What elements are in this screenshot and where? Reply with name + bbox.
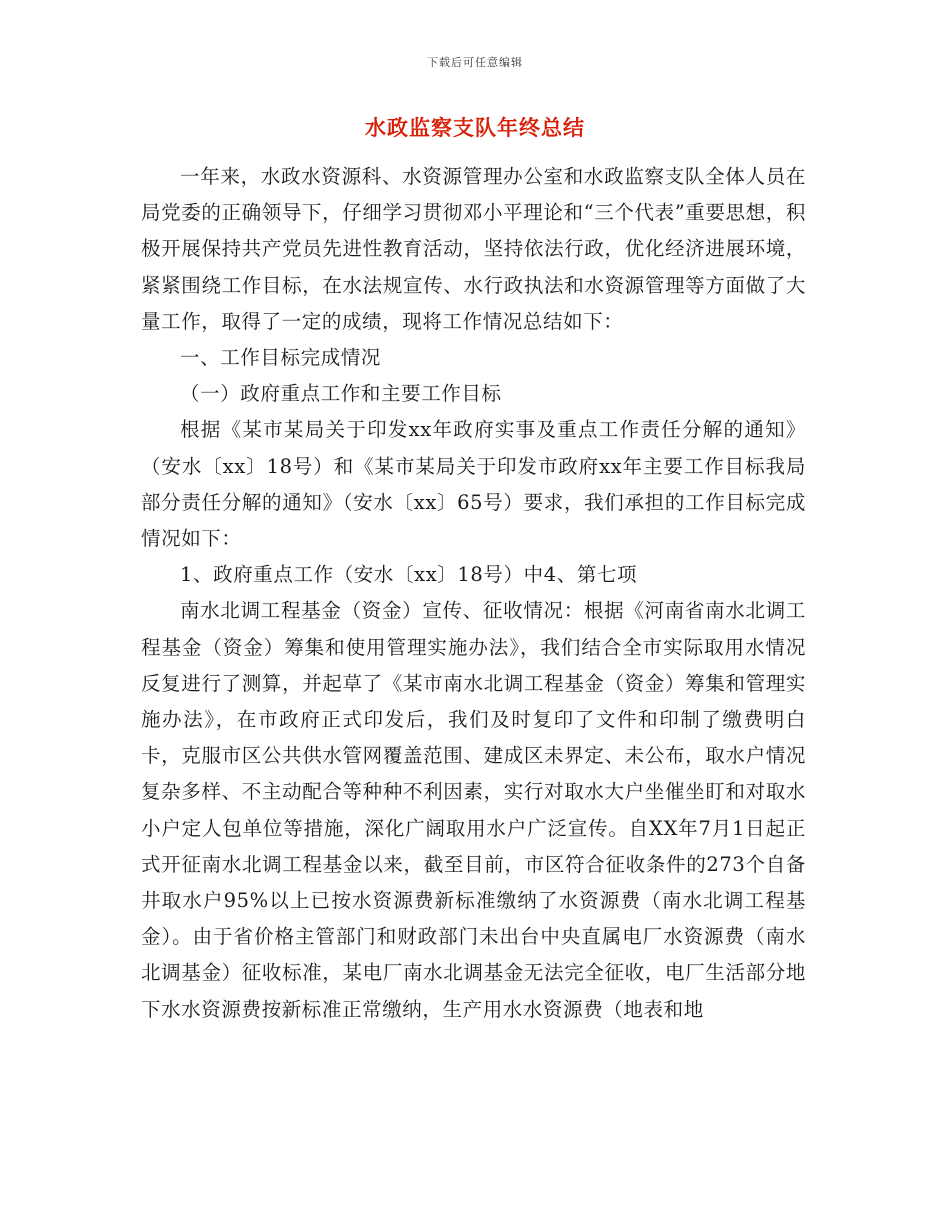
paragraph-intro: 一年来，水政水资源科、水资源管理办公室和水政监察支队全体人员在局党委的正确领导下，仔细学习贯彻邓小平理论和“三个代表”重要思想，积极开展保持共产党员先进性教育活动，坚持依法行政，优化经济进展环境，紧紧围绕工作目标，在水法规宣传、水行政执法和水资源管理等方面做了大量工作，取得了一定的成绩，现将工作情况总结如下： <box>141 165 806 333</box>
paragraph-south-north-fund: 南水北调工程基金（资金）宣传、征收情况：根据《河南省南水北调工程基金（资金）筹集和使用管理实施办法》，我们结合全市实际取用水情况反复进行了测算，并起草了《某市南水北调工程基金（资金）筹集和管理实施办法》，在市政府正式印发后，我们及时复印了文件和印制了缴费明白卡，克服市区公共供水管网覆盖范围、建成区未界定、未公布，取水户情况复杂多样、不主动配合等种种不利因素，实行对取水大户坐催坐盯和对取水小户定人包单位等措施，深化广阔取用水户广泛宣传。自XX年7月1日起正式开征南水北调工程基金以来，截至目前，市区符合征收条件的273个自备井取水户95%以上已按水资源费新标准缴纳了水资源费（南水北调工程基金）。由于省价格主管部门和财政部门未出台中央直属电厂水资源费（南水北调基金）征收标准，某电厂南水北调基金无法完全征收，电厂生活部分地下水水资源费按新标准正常缴纳，生产用水水资源费（地表和地 <box>141 599 806 1021</box>
header-note: 下载后可任意编辑 <box>427 56 523 69</box>
document-title: 水政监察支队年终总结 <box>365 115 585 140</box>
paragraph-basis: 根据《某市某局关于印发xx年政府实事及重点工作责任分解的通知》（安水〔xx〕18号）和《某市某局关于印发市政府xx年主要工作目标我局部分责任分解的通知》（安水〔xx〕65号）要求，我们承担的工作目标完成情况如下： <box>141 418 806 551</box>
item-heading-1: 1、政府重点工作（安水〔xx〕18号）中4、第七项 <box>180 563 638 587</box>
section-heading-1: 一、工作目标完成情况 <box>180 346 382 370</box>
subsection-heading-1: （一）政府重点工作和主要工作目标 <box>180 382 502 406</box>
document-body <box>141 159 806 1028</box>
